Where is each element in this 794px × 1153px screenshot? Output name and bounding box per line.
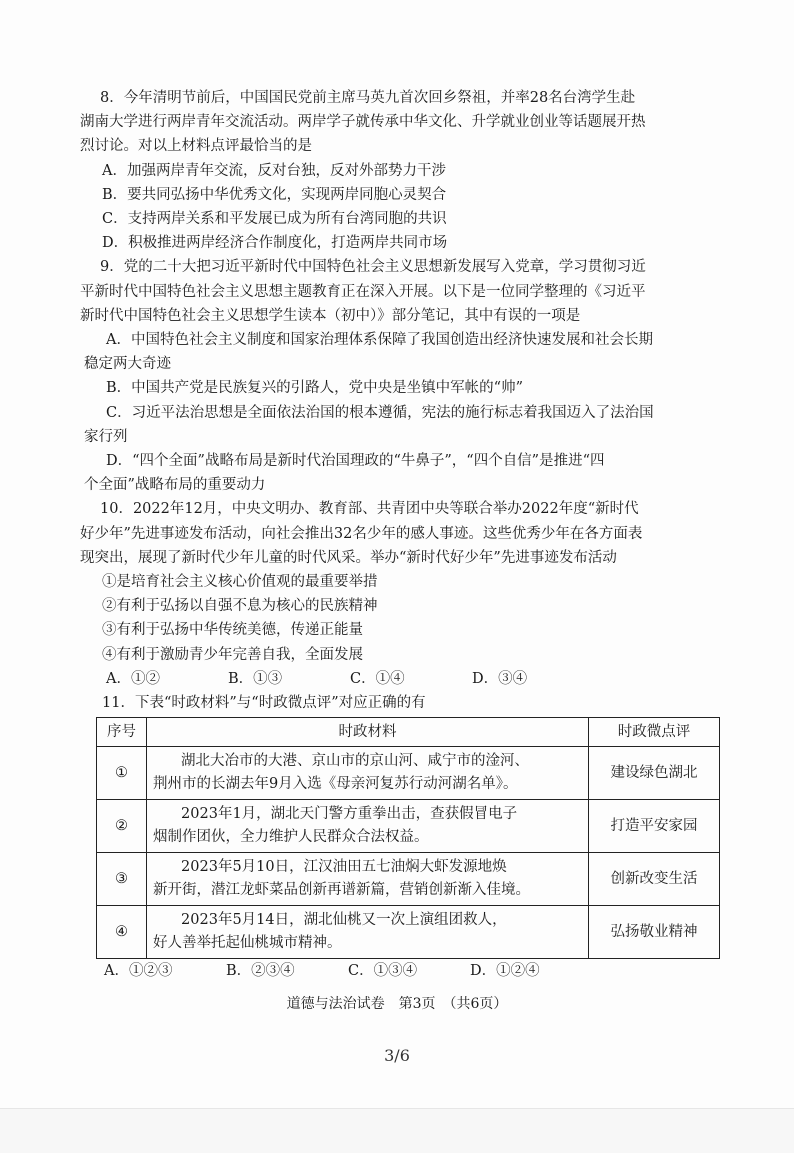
header-number: 序号 (97, 718, 147, 747)
q9-option-b: B．中国共产党是民族复兴的引路人，党中央是坐镇中军帐的“帅” (106, 380, 523, 397)
q9-option-a-cont: 稳定两大奇迹 (84, 356, 171, 373)
page-indicator: 3/6 (384, 1046, 410, 1065)
q11-choices (80, 959, 720, 983)
q10-item-2: ②有利于弘扬以自强不息为核心的民族精神 (102, 598, 378, 615)
question-10 (80, 497, 720, 691)
page-content (80, 86, 720, 983)
q8-option-d: D．积极推进两岸经济合作制度化，打造两岸共同市场 (102, 235, 448, 252)
q8-option-b: B．要共同弘扬中华优秀文化，实现两岸同胞心灵契合 (102, 186, 447, 203)
q10-choice-a: A．①② (106, 670, 160, 687)
q10-stem-line: 现突出，展现了新时代少年儿童的时代风采。举办“新时代好少年”先进事迹发布活动 (80, 549, 617, 566)
q10-item-1: ①是培育社会主义核心价值观的最重要举措 (102, 574, 378, 591)
row-number: ① (97, 747, 147, 800)
q8-option-a: A．加强两岸青年交流，反对台独，反对外部势力干涉 (102, 162, 446, 179)
q10-choice-d: D．③④ (472, 670, 528, 687)
q8-stem-line: 湖南大学进行两岸青年交流活动。两岸学子就传承中华文化、升学就业创业等话题展开热 (80, 114, 646, 131)
q10-choice-c: C．①④ (350, 670, 405, 687)
row-material (147, 747, 589, 800)
q9-option-d-cont: 个全面”战略布局的重要动力 (84, 477, 266, 494)
q9-stem-line: 平新时代中国特色社会主义思想主题教育正在深入开展。以下是一位同学整理的《习近平 (80, 283, 646, 300)
page-footer: 道德与法治试卷 第3页 （共6页） (286, 996, 508, 1012)
material-line: 烟制作团伙，全力维护人民群众合法权益。 (153, 829, 429, 846)
row-number: ② (97, 800, 147, 853)
material-line: 2023年5月14日，湖北仙桃又一次上演组团救人， (181, 912, 507, 929)
q11-choice-d: D．①②④ (470, 963, 540, 980)
material-line: 2023年5月10日，江汉油田五七油焖大虾发源地焕 (181, 859, 507, 876)
row-number: ④ (97, 906, 147, 959)
header-material: 时政材料 (147, 718, 589, 747)
viewer-bottom-bar (0, 1108, 794, 1153)
row-comment: 打造平安家园 (589, 800, 720, 853)
header-comment: 时政微点评 (589, 718, 720, 747)
q10-choice-b: B．①③ (228, 670, 283, 687)
q10-choices (80, 667, 720, 691)
q11-stem: 11．下表“时政材料”与“时政微点评”对应正确的有 (102, 695, 426, 712)
q9-option-a: A．中国特色社会主义制度和国家治理体系保障了我国创造出经济快速发展和社会长期 (106, 332, 653, 349)
material-line: 好人善举托起仙桃城市精神。 (153, 935, 342, 952)
row-material (147, 800, 589, 853)
table-row (97, 906, 720, 959)
q10-stem-line: 10．2022年12月，中央文明办、教育部、共青团中央等联合举办2022年度“新时代 (100, 501, 639, 518)
row-comment: 弘扬敬业精神 (589, 906, 720, 959)
q10-item-3: ③有利于弘扬中华传统美德，传递正能量 (102, 622, 363, 639)
q9-option-d: D．“四个全面”战略布局是新时代治国理政的“牛鼻子”，“四个自信”是推进“四 (106, 453, 605, 470)
material-line: 荆州市的长湖去年9月入选《母亲河复苏行动河湖名单》。 (153, 776, 518, 793)
q9-stem-line: 9．党的二十大把习近平新时代中国特色社会主义思想新发展写入党章，学习贯彻习近 (100, 259, 646, 276)
q11-choice-b: B．②③④ (226, 963, 295, 980)
q9-option-c-cont: 家行列 (84, 428, 128, 445)
q10-stem-line: 好少年”先进事迹发布活动，向社会推出32名少年的感人事迹。这些优秀少年在各方面表 (80, 525, 643, 542)
material-line: 2023年1月，湖北天门警方重拳出击，查获假冒电子 (181, 806, 518, 823)
q9-stem-line: 新时代中国特色社会主义思想学生读本（初中）》部分笔记，其中有误的一项是 (80, 307, 581, 324)
q10-item-4: ④有利于激励青少年完善自我，全面发展 (102, 646, 363, 663)
table-row (97, 747, 720, 800)
q9-option-c: C．习近平法治思想是全面依法治国的根本遵循，宪法的施行标志着我国迈入了法治国 (106, 404, 654, 421)
q8-stem-line: 8．今年清明节前后，中国国民党前主席马英九首次回乡祭祖，并率28名台湾学生赴 (100, 90, 636, 106)
row-comment: 建设绿色湖北 (589, 747, 720, 800)
q11-table (96, 717, 720, 959)
q11-choice-c: C．①③④ (348, 963, 418, 980)
row-material (147, 906, 589, 959)
table-header-row (97, 718, 720, 747)
question-11 (80, 691, 720, 983)
row-comment: 创新改变生活 (589, 853, 720, 906)
material-line: 湖北大冶市的大港、京山市的京山河、咸宁市的淦河、 (181, 753, 530, 770)
q8-option-c: C．支持两岸关系和平发展已成为所有台湾同胞的共识 (102, 211, 447, 228)
table-row (97, 853, 720, 906)
row-material (147, 853, 589, 906)
question-8 (80, 86, 720, 255)
table-row (97, 800, 720, 853)
q8-stem-line: 烈讨论。对以上材料点评最恰当的是 (80, 138, 312, 155)
material-line: 新开街，潜江龙虾菜品创新再谱新篇，营销创新渐入佳境。 (153, 882, 531, 899)
question-9 (80, 255, 720, 497)
q11-choice-a: A．①②③ (104, 963, 173, 980)
row-number: ③ (97, 853, 147, 906)
